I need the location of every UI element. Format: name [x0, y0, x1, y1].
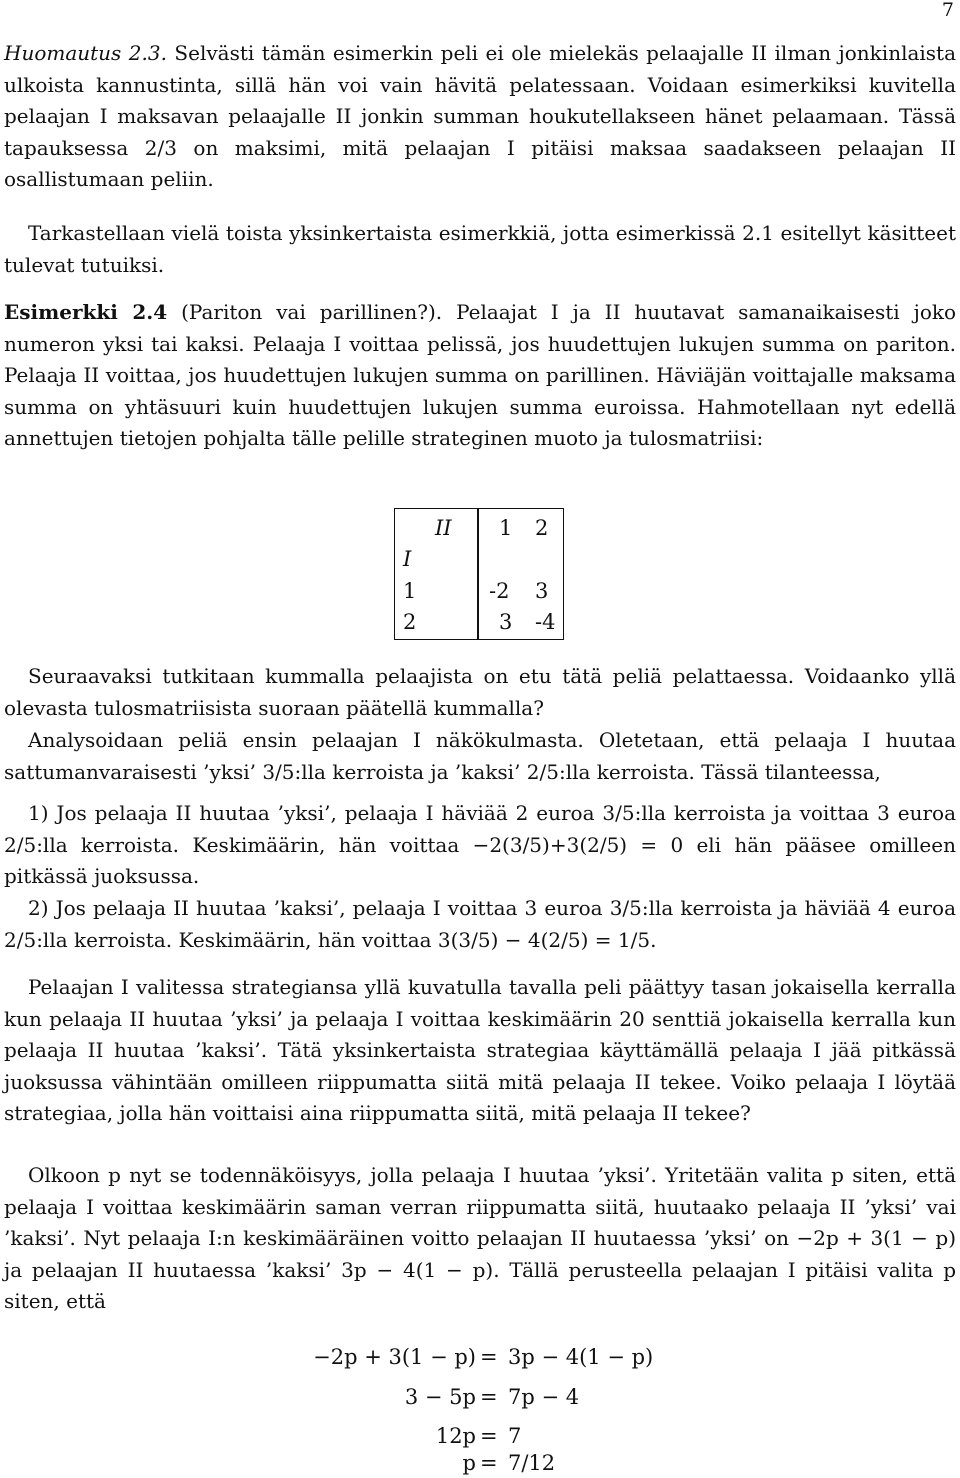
matrix-row-header: 2: [403, 610, 417, 634]
matrix-col-header: 2: [535, 516, 549, 540]
equation-rhs: 7: [508, 1424, 522, 1448]
example-title: (Pariton vai parillinen?).: [181, 300, 443, 324]
equation-lhs: 12p: [435, 1424, 476, 1448]
equation-equals: =: [480, 1385, 498, 1409]
equation-equals: =: [480, 1345, 498, 1369]
matrix-col-player: II: [435, 516, 452, 540]
example-label: Esimerkki 2.4: [4, 300, 168, 324]
matrix-value: -4: [535, 610, 556, 634]
equation-rhs: 7p − 4: [508, 1385, 580, 1409]
remark-label: Huomautus 2.3.: [4, 41, 167, 65]
strategy-paragraph: Pelaajan I valitessa strategiansa yllä kuvatulla tavalla peli päättyy tasan jokaisella kerralla kun pelaaja II huutaa ’yksi’ ja pelaaja I voittaa keskimäärin 20 senttiä jokaisella kerralla kun pelaaja II huutaa ’kaksi’. Tätä yksinkertaista strategiaa käyttämällä pelaaja I jää pitkässä juoksussa vähintään omilleen riippumatta siitä mitä pelaaja II tekee. Voiko pelaaja I löytää strategiaa, jolla hän voittaisi aina riippumatta siitä, mitä pelaaja II tekee?: [4, 975, 956, 1125]
matrix-col-header: 1: [499, 516, 513, 540]
remark-text: Selvästi tämän esimerkin peli ei ole mielekäs pelaajalle II ilman jonkinlaista ulkoista kannustinta, sillä hän voi vain hävitä pelatessaan. Voidaan esimerkiksi kuvitella pelaajan I maksavan pelaajalle II jonkin summan houkutellakseen hänet pelaamaan. Tässä tapauksessa 2/3 on maksimi, mitä pelaajan I pitäisi maksaa saadakseen pelaajan II osallistumaan peliin.: [4, 41, 957, 191]
matrix-value: 3: [535, 579, 549, 603]
equation-lhs: −2p + 3(1 − p): [313, 1345, 476, 1369]
probability-paragraph: Olkoon p nyt se todennäköisyys, jolla pelaaja I huutaa ’yksi’. Yritetään valita p siten, että pelaaja I voittaa keskimäärin saman verran riippumatta siitä, huutaako pelaaja II ’yksi’ vai ’kaksi’. Nyt pelaaja I:n keskimääräinen voitto pelaajan II huutaessa ’yksi’ on −2p + 3(1 − p) ja pelaajan II huutaessa ’kaksi’ 3p − 4(1 − p). Tällä perusteella pelaajan I pitäisi valita p siten, että: [4, 1163, 956, 1313]
equation-equals: =: [480, 1451, 498, 1475]
payoff-matrix: [394, 508, 564, 640]
matrix-value: -2: [489, 579, 510, 603]
matrix-row-header: 1: [403, 579, 417, 603]
equation-rhs: 7/12: [508, 1451, 556, 1475]
case-two-paragraph: 2) Jos pelaaja II huutaa ’kaksi’, pelaaja I voittaa 3 euroa 3/5:lla kerroista ja häviää 4 euroa 2/5:lla kerroista. Keskimäärin, hän voittaa 3(3/5) − 4(2/5) = 1/5.: [4, 896, 956, 952]
case-one-paragraph: 1) Jos pelaaja II huutaa ’yksi’, pelaaja I häviää 2 euroa 3/5:lla kerroista ja voittaa 3 euroa 2/5:lla kerroista. Keskimäärin, hän voittaa −2(3/5)+3(2/5) = 0 eli hän pääsee omilleen pitkässä juoksussa.: [4, 801, 956, 888]
matrix-value: 3: [499, 610, 513, 634]
example-paragraph: [4, 297, 956, 455]
example-text: Pelaajat I ja II huutavat samanaikaisesti joko numeron yksi tai kaksi. Pelaaja I voittaa pelissä, jos huudettujen lukujen summa on pariton. Pelaaja II voittaa, jos huudettujen lukujen summa on parillinen. Häviäjän voittajalle maksama summa on yhtäsuuri kuin huudettujen lukujen summa euroissa. Hahmotellaan nyt edellä annettujen tietojen pohjalta tälle pelille strateginen muoto ja tulosmatriisi:: [4, 300, 957, 450]
equation-lhs: p: [462, 1451, 476, 1475]
intro-paragraph: Tarkastellaan vielä toista yksinkertaista esimerkkiä, jotta esimerkissä 2.1 esitellyt käsitteet tulevat tutuiksi.: [4, 221, 956, 277]
remark-paragraph: [4, 38, 956, 196]
page-number: 7: [941, 0, 954, 21]
matrix-row-player: I: [403, 547, 412, 571]
equation-lhs: 3 − 5p: [404, 1385, 476, 1409]
equation-rhs: 3p − 4(1 − p): [508, 1345, 654, 1369]
analysis-paragraph: Analysoidaan peliä ensin pelaajan I näkökulmasta. Oletetaan, että pelaaja I huutaa sattumanvaraisesti ’yksi’ 3/5:lla kerroista ja ’kaksi’ 2/5:lla kerroista. Tässä tilanteessa,: [4, 728, 956, 784]
matrix-divider: [477, 509, 479, 639]
equation-equals: =: [480, 1424, 498, 1448]
question-paragraph: Seuraavaksi tutkitaan kummalla pelaajista on etu tätä peliä pelattaessa. Voidaanko yllä olevasta tulosmatriisista suoraan päätellä kummalla?: [4, 664, 956, 720]
